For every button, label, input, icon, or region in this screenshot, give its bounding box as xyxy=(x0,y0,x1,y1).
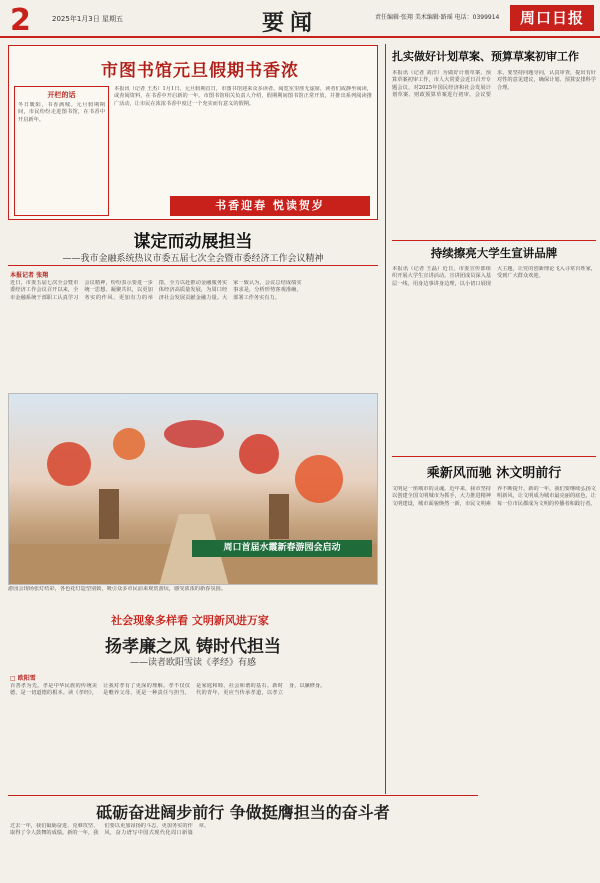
photo-caption: 周口首届水霞新春游园会启动 xyxy=(192,540,372,557)
filial-subheadline: ——读者欧阳雪读《孝经》有感 xyxy=(129,658,256,668)
main-subheadline: ——我市金融系统热议市委五届七次全会暨市委经济工作会议精神 xyxy=(62,254,324,264)
social-banner: 社会现象多样看 文明新风进万家 xyxy=(111,614,269,627)
civility-headline: 乘新风而驰 沐文明前行 xyxy=(426,466,562,481)
photo-caption-text: 游园会现场张灯结彩，各色花灯造型别致，吸引众多市民前来观赏游玩，感受浓浓的新春氛围。 xyxy=(8,586,226,592)
lecture-headline: 持续擦亮大学生宣讲品牌 xyxy=(430,246,558,260)
editor-note-box xyxy=(14,86,109,216)
main-body: 近日，市委五届七次全会暨市委经济工作会议召开以来，全市金融系统干部职工认真学习会议精神，纷纷表示要进一步统一思想、凝聚共识，以更加务实的作风、更加有力的举措，全力以赴推动金融服务实体经济高质量发展，为周口经济社会发展贡献金融力量。大家一致认为，会议总结成绩实事求是，分析形势客观准确，部署工作务实有力。 xyxy=(10,280,302,301)
editor-note-text: 冬日暖阳，书香满城。元旦假期期间，市民纷纷走进图书馆，在书香中开启新年。 xyxy=(18,102,105,123)
divider xyxy=(8,265,378,266)
main-headline: 谋定而动展担当 xyxy=(133,232,253,252)
strive-headline: 砥砺奋进阔步前行 争做挺膺担当的奋斗者 xyxy=(96,803,390,822)
page-number: 2 xyxy=(10,3,31,38)
budget-headline: 扎实做好计划草案、预算草案初审工作 xyxy=(392,50,579,63)
strive-body: 过去一年，我们砥砺奋进、克难攻坚，取得了令人鼓舞的成绩。新的一年，我们要以更加昂扬的斗志、更加务实的作风，奋力谱写中国式现代化周口新篇章。 xyxy=(10,823,210,837)
budget-body: 本报讯（记者 刘洋）为做好计划草案、预算草案初审工作，市人大常委会近日召开专题会议，对2025年国民经济和社会发展计划草案、财政预算草案进行初审。会议要求，要坚持问题导向，认真审查，提出有针对性的意见建议，确保计划、预算安排科学合理。 xyxy=(392,70,596,99)
section-title: 要闻 xyxy=(262,10,319,36)
editor-credits: 责任编辑·张翔 美术编辑·路瑶 电话：0399914 xyxy=(375,14,500,21)
newspaper-logo: 周口日报 xyxy=(510,5,594,31)
divider xyxy=(392,456,596,457)
filial-body: 百善孝为先。孝是中华民族的传统美德，是一切道德的根本。读《孝经》，让我对孝有了更深的理解。孝不仅仅是赡养父母，更是一种责任与担当，是家庭和睦、社会和谐的基石。新时代的青年，更应当传承孝道，以孝立身，以廉修身。 xyxy=(10,683,326,697)
filial-headline: 扬孝廉之风 铸时代担当 xyxy=(105,637,281,657)
issue-date: 2025年1月3日 星期五 xyxy=(52,15,123,23)
library-banner: 书香迎春 悦读贺岁 xyxy=(170,196,370,216)
divider xyxy=(392,240,596,241)
lecture-body: 本报讯（记者 王磊）近日，市委宣传部组织开展大学生宣讲活动。宣讲团成员深入基层一线，用身边事讲身边理，以小切口展现大主题，让党的创新理论飞入寻常百姓家，受到广大群众欢迎。 xyxy=(392,266,596,287)
column-divider xyxy=(385,44,386,794)
civility-body: 文明是一座城市的灵魂。近年来，我市坚持以创建全国文明城市为抓手，大力推进精神文明建设，城市面貌焕然一新，市民文明素养不断提升。新的一年，我们要继续弘扬文明新风，让文明成为城市最亮丽的底色，让每一位市民都成为文明的传播者和践行者。 xyxy=(392,486,596,507)
library-headline: 市图书馆元旦假期书香浓 xyxy=(101,61,299,81)
main-byline: 本报记者 张翔 xyxy=(10,272,49,279)
editor-note-title: 开栏的话 xyxy=(47,90,76,99)
library-body: 本报讯（记者 王杰）1月1日，元旦假期首日，市图书馆迎来众多读者。阅览室里座无虚席，读者们或静坐阅读，或查阅资料，在书香中开启新的一年。市图书馆相关负责人介绍，假期期间图书馆正常开放，并推出系列阅读推广活动，让市民在浓浓书香中度过一个充实而有意义的假期。 xyxy=(114,86,372,107)
filial-byline: □ 欧阳雪 xyxy=(10,675,36,682)
